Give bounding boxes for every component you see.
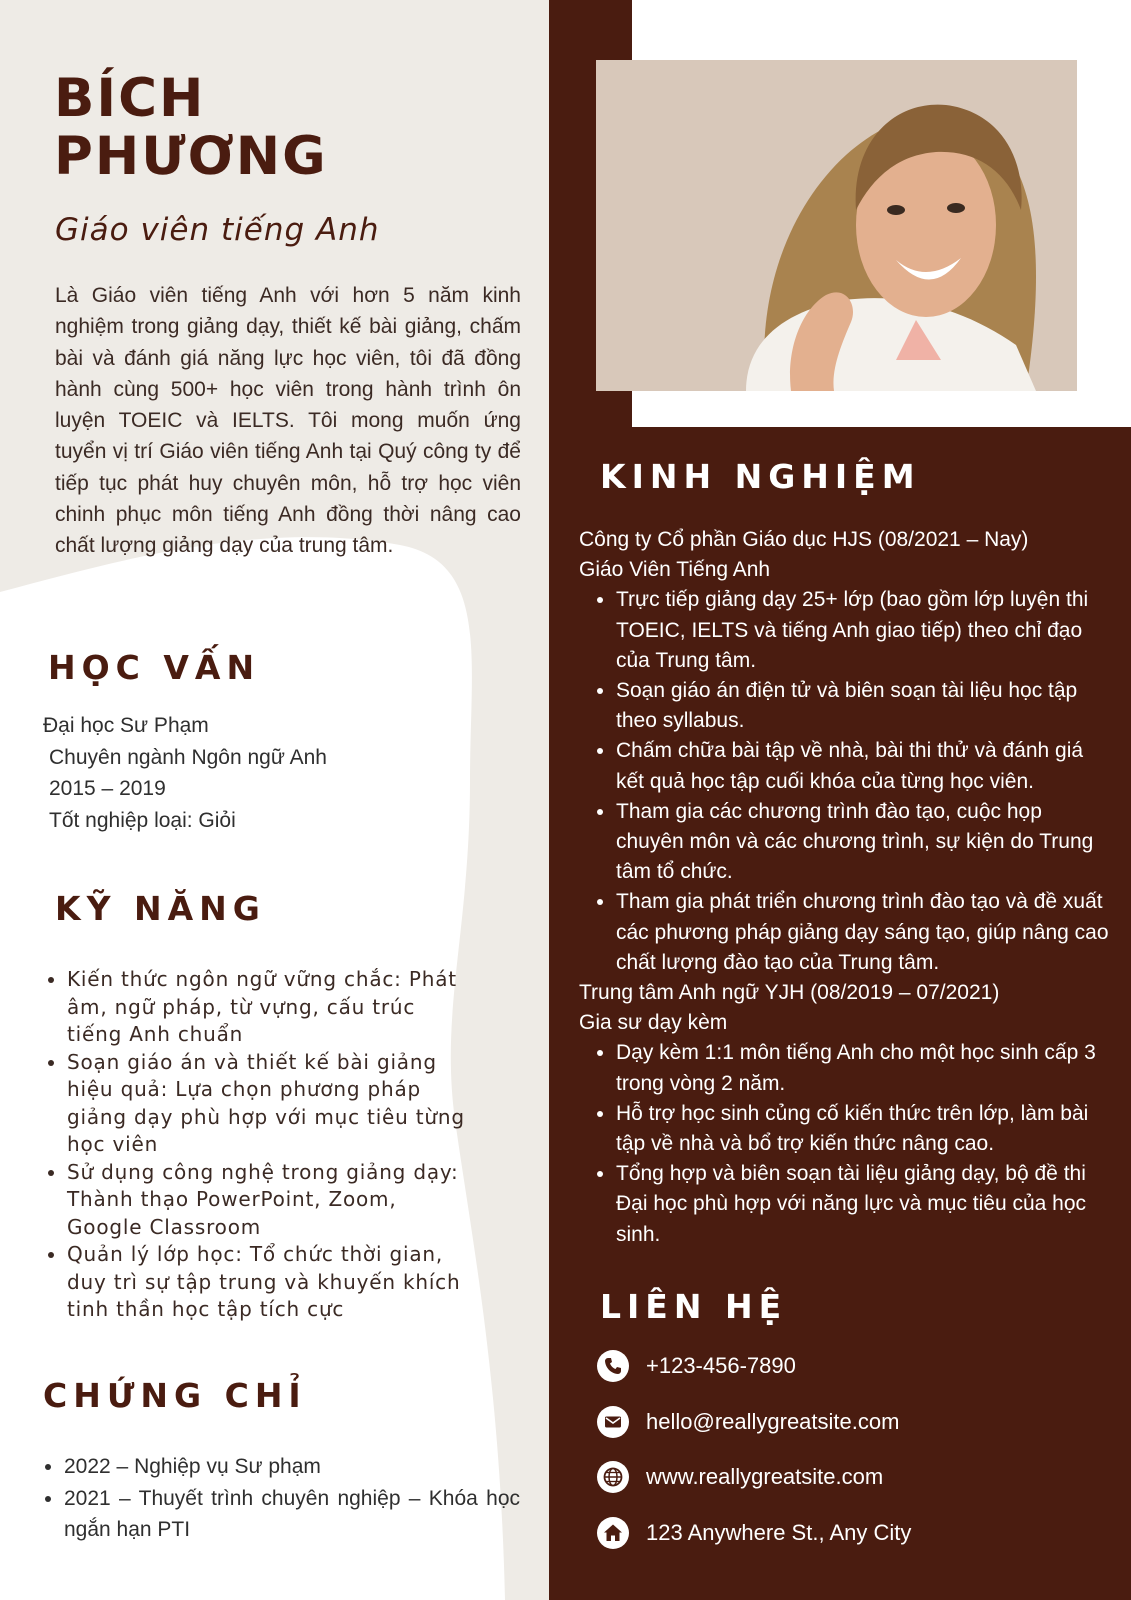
education-years: 2015 – 2019: [49, 777, 166, 800]
skill-item: • Sử dụng công nghệ trong giảng dạy: Thành thạo PowerPoint, Zoom, Google Classroom: [67, 1159, 477, 1242]
certificates-list: [40, 1451, 520, 1546]
skills-heading: KỸ NĂNG: [55, 889, 266, 928]
job-duties: [579, 585, 1109, 978]
phone-icon: [597, 1350, 629, 1382]
education-grade: Tốt nghiệp loại: Giỏi: [49, 808, 236, 832]
skills-list: [43, 966, 477, 1324]
home-icon: [597, 1517, 629, 1549]
skill-item: • Soạn giáo án và thiết kế bài giảng hiệu quả: Lựa chọn phương pháp giảng dạy phù hợp với mục tiêu từng học viên: [67, 1049, 477, 1159]
profile-summary: Là Giáo viên tiếng Anh với hơn 5 năm kinh nghiệm trong giảng dạy, thiết kế bài giảng, chấm bài và đánh giá năng lực học viên, tôi đã đồng hành cùng 500+ học viên trong hành trình ôn luyện TOEIC và IELTS. Tôi mong muốn ứng tuyển vị trí Giáo viên tiếng Anh tại Quý công ty để tiếp tục phát huy chuyên môn, hỗ trợ học viên chinh phục môn tiếng Anh đồng thời nâng cao chất lượng giảng dạy của trung tâm.: [55, 284, 521, 558]
email-icon: [597, 1406, 629, 1438]
skill-item: • Quản lý lớp học: Tổ chức thời gian, duy trì sự tập trung và khuyến khích tinh thần học tập tích cực: [67, 1241, 477, 1324]
certificate-item: • 2021 – Thuyết trình chuyên nghiệp – Khóa học ngắn hạn PTI: [64, 1483, 520, 1546]
email-text: hello@reallygreatsite.com: [646, 1409, 900, 1434]
candidate-name: [54, 70, 328, 186]
job-duty: • Tham gia các chương trình đào tạo, cuộc họp chuyên môn và các chương trình, sự kiện do Trung tâm tổ chức.: [616, 797, 1109, 888]
education-major: Chuyên ngành Ngôn ngữ Anh: [49, 745, 327, 769]
job-duties: [579, 1038, 1109, 1249]
education-school: Đại học Sư Phạm: [43, 714, 209, 737]
profile-photo: [596, 60, 1077, 391]
certificates-heading: CHỨNG CHỈ: [43, 1376, 307, 1415]
job-duty: • Dạy kèm 1:1 môn tiếng Anh cho một học sinh cấp 3 trong vòng 2 năm.: [616, 1038, 1109, 1098]
job-role: Giáo Viên Tiếng Anh: [579, 558, 771, 582]
experience-heading: KINH NGHIỆM: [600, 457, 921, 496]
contact-heading: LIÊN HỆ: [600, 1287, 788, 1326]
job-company: Trung tâm Anh ngữ YJH (08/2019 – 07/2021): [579, 981, 1000, 1005]
education-heading: HỌC VẤN: [48, 648, 261, 687]
contact-email[interactable]: [597, 1402, 1097, 1442]
skill-item: • Kiến thức ngôn ngữ vững chắc: Phát âm, ngữ pháp, từ vựng, cấu trúc tiếng Anh chuẩn: [67, 966, 477, 1049]
job-role: Gia sư dạy kèm: [579, 1011, 728, 1035]
website-text: www.reallygreatsite.com: [646, 1464, 884, 1489]
contact-website[interactable]: [597, 1457, 1097, 1497]
job-duty: • Soạn giáo án điện tử và biên soạn tài liệu học tập theo syllabus.: [616, 676, 1109, 736]
address-text: 123 Anywhere St., Any City: [646, 1520, 912, 1545]
job-duty: • Trực tiếp giảng dạy 25+ lớp (bao gồm lớp luyện thi TOEIC, IELTS và tiếng Anh giao tiếp) theo chỉ đạo của Trung tâm.: [616, 585, 1109, 676]
certificate-item: • 2022 – Nghiệp vụ Sư phạm: [64, 1451, 520, 1483]
experience-block: [579, 525, 1109, 1250]
job-duty: • Chấm chữa bài tập về nhà, bài thi thử và đánh giá kết quả học tập cuối khóa của từng học viên.: [616, 736, 1109, 796]
education-block: [43, 710, 327, 836]
first-name: BÍCH: [54, 68, 206, 129]
contact-address: [597, 1513, 1097, 1553]
job-title: Giáo viên tiếng Anh: [55, 212, 380, 248]
job-duty: • Hỗ trợ học sinh củng cố kiến thức trên lớp, làm bài tập về nhà và bổ trợ kiến thức nâng cao.: [616, 1099, 1109, 1159]
contact-phone[interactable]: [597, 1346, 1097, 1386]
job-company: Công ty Cổ phần Giáo dục HJS (08/2021 – Nay): [579, 528, 1029, 551]
last-name: PHƯƠNG: [54, 126, 328, 187]
job-duty: • Tổng hợp và biên soạn tài liệu giảng dạy, bộ đề thi Đại học phù hợp với năng lực và mục tiêu của học sinh.: [616, 1159, 1109, 1250]
phone-text: +123-456-7890: [646, 1353, 796, 1378]
job-duty: • Tham gia phát triển chương trình đào tạo và đề xuất các phương pháp giảng dạy sáng tạo, giúp nâng cao chất lượng đào tạo của Trung tâm.: [616, 887, 1109, 978]
globe-icon: [597, 1461, 629, 1493]
